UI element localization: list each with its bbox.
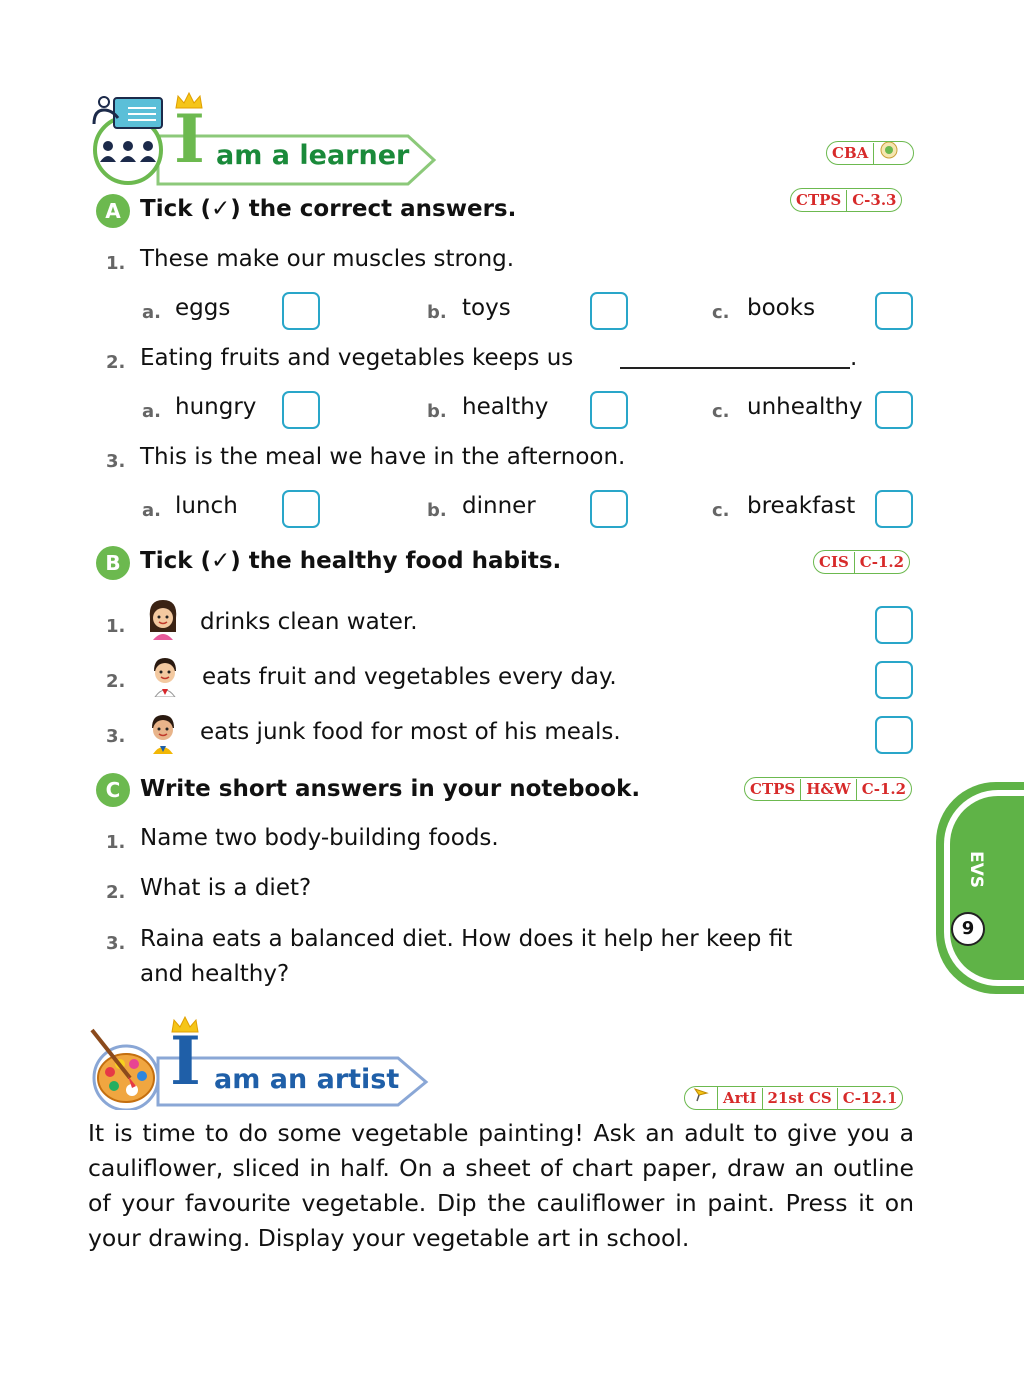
cba-seal-icon: [874, 141, 904, 165]
answer-checkbox[interactable]: [590, 292, 628, 330]
question-number: 2.: [106, 352, 126, 373]
section-a-title: Tick (✓) the correct answers.: [140, 196, 517, 222]
option-text: lunch: [175, 493, 238, 519]
section-c-marker: C: [96, 773, 130, 807]
item-text: eats junk food for most of his meals.: [200, 719, 621, 745]
badge-label: C-1.2: [859, 552, 905, 571]
option-text: books: [747, 295, 816, 321]
answer-checkbox[interactable]: [590, 490, 628, 528]
badge-label: CBA: [827, 143, 874, 164]
learner-banner-title: am a learner: [216, 140, 410, 171]
artist-banner-graphic: [86, 1014, 431, 1110]
option-text: breakfast: [747, 493, 856, 519]
section-b-marker: B: [96, 546, 130, 580]
learner-banner-graphic: [88, 88, 440, 188]
option-letter: c.: [712, 401, 730, 422]
badge-label: CIS: [814, 552, 855, 573]
question-text: This is the meal we have in the afternoon.: [140, 444, 626, 470]
answer-checkbox[interactable]: [875, 391, 913, 429]
option-letter: c.: [712, 500, 730, 521]
section-a-marker: A: [96, 194, 130, 228]
learner-banner-letter: I: [174, 100, 205, 178]
badge-label: C-12.1: [842, 1088, 898, 1107]
option-letter: a.: [142, 302, 161, 323]
question-end-punct: .: [850, 345, 858, 371]
badge-label: CTPS: [745, 779, 801, 800]
option-text: dinner: [462, 493, 536, 519]
answer-checkbox[interactable]: [875, 490, 913, 528]
item-text: drinks clean water.: [200, 609, 418, 635]
question-text: Eating fruits and vegetables keeps us: [140, 345, 574, 371]
option-letter: a.: [142, 500, 161, 521]
section-b-badge: [813, 550, 910, 574]
boy-avatar-icon: [148, 655, 182, 697]
option-letter: a.: [142, 401, 161, 422]
question-number: 3.: [106, 451, 126, 472]
question-text-continued: and healthy?: [140, 961, 290, 987]
fill-in-blank[interactable]: [620, 367, 850, 369]
section-b-title: Tick (✓) the healthy food habits.: [140, 548, 562, 574]
question-text: These make our muscles strong.: [140, 246, 515, 272]
option-letter: c.: [712, 302, 730, 323]
option-text: hungry: [175, 394, 257, 420]
question-text: Raina eats a balanced diet. How does it help her keep fit: [140, 926, 793, 952]
question-number: 2.: [106, 882, 126, 903]
item-number: 2.: [106, 671, 126, 692]
answer-checkbox[interactable]: [875, 606, 913, 644]
question-text: Name two body-building foods.: [140, 825, 499, 851]
badge-label: 21st CS: [763, 1088, 838, 1109]
cba-badge: [826, 141, 914, 165]
item-number: 3.: [106, 726, 126, 747]
artist-banner-title: am an artist: [214, 1064, 400, 1095]
badge-label: CTPS: [791, 190, 847, 211]
subject-label: EVS: [966, 851, 986, 889]
question-number: 1.: [106, 832, 126, 853]
section-c-title: Write short answers in your notebook.: [140, 776, 641, 802]
option-letter: b.: [427, 302, 447, 323]
artist-instructions: It is time to do some vegetable painting! Ask an adult to give you a cauliflower, sliced in half. On a sheet of chart paper, draw an outline of your favourite vegetable. Dip the cauliflower in paint. Press it on your drawing. Display your vegetable art in school.: [88, 1119, 914, 1252]
item-text: eats fruit and vegetables every day.: [202, 664, 617, 690]
question-number: 1.: [106, 253, 126, 274]
option-text: eggs: [175, 295, 231, 321]
question-text: What is a diet?: [140, 875, 312, 901]
answer-checkbox[interactable]: [875, 292, 913, 330]
question-number: 3.: [106, 933, 126, 954]
answer-checkbox[interactable]: [282, 490, 320, 528]
option-text: healthy: [462, 394, 549, 420]
answer-checkbox[interactable]: [282, 292, 320, 330]
artist-badge: [684, 1086, 903, 1110]
answer-checkbox[interactable]: [875, 661, 913, 699]
boy-avatar-icon: [146, 712, 180, 754]
pencil-icon: [685, 1087, 718, 1109]
answer-checkbox[interactable]: [875, 716, 913, 754]
option-letter: b.: [427, 500, 447, 521]
badge-label: C-1.2: [861, 779, 907, 798]
girl-avatar-icon: [146, 598, 180, 640]
option-text: unhealthy: [747, 394, 863, 420]
answer-checkbox[interactable]: [282, 391, 320, 429]
answer-checkbox[interactable]: [590, 391, 628, 429]
artist-banner-letter: I: [170, 1022, 201, 1100]
badge-label: H&W: [801, 779, 857, 800]
option-text: toys: [462, 295, 511, 321]
badge-label: C-3.3: [852, 190, 897, 209]
option-letter: b.: [427, 401, 447, 422]
page-number: 9: [951, 912, 985, 946]
section-c-badge: [744, 777, 912, 801]
section-a-badge: [790, 188, 902, 212]
badge-label: ArtI: [718, 1088, 763, 1109]
item-number: 1.: [106, 616, 126, 637]
